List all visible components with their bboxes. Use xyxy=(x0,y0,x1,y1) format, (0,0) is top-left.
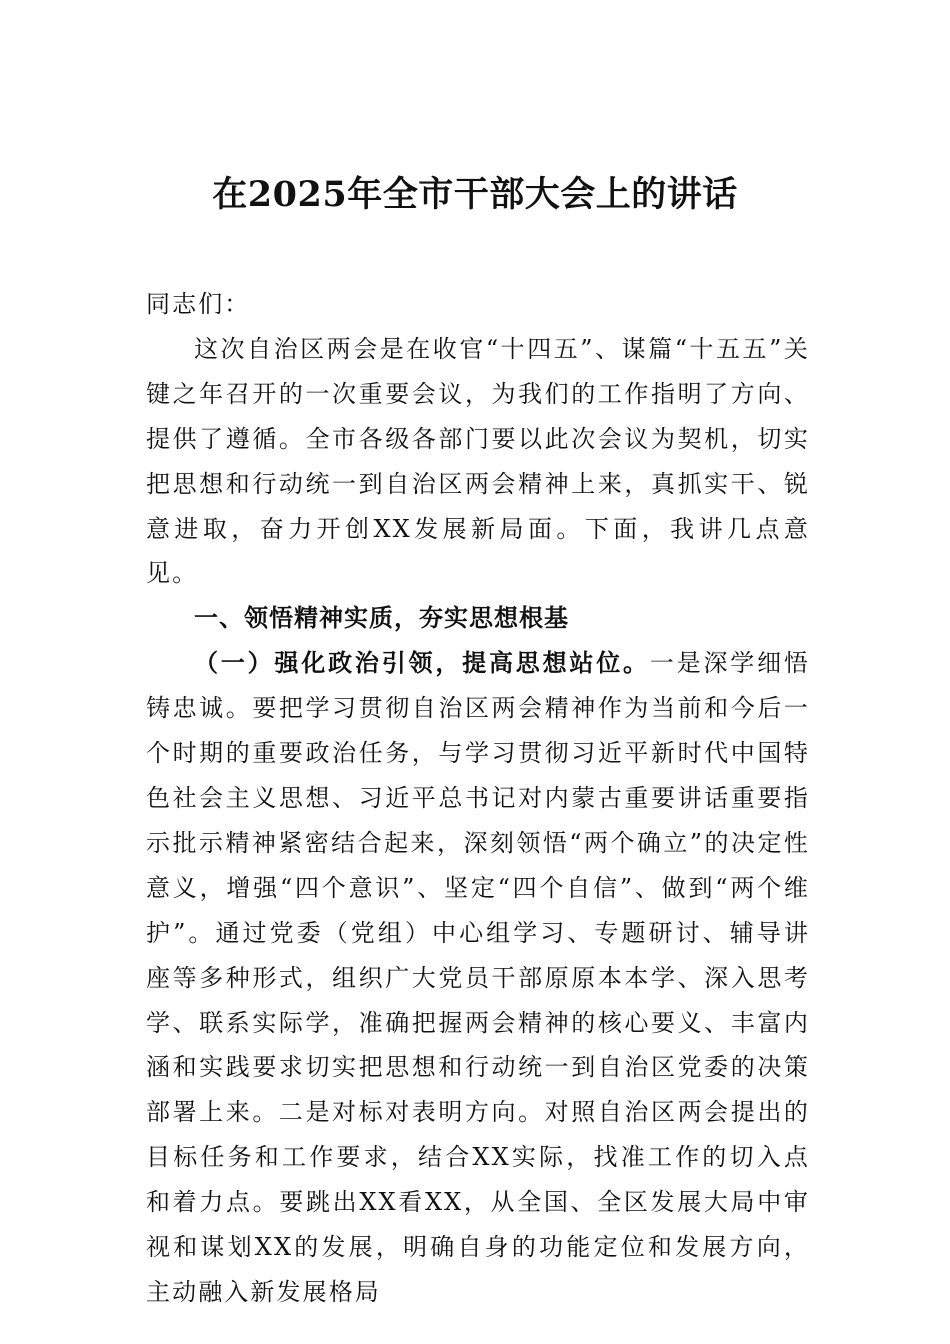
subsection-1-body: 一是深学细悟铸忠诚。要把学习贯彻自治区两会精神作为当前和今后一个时期的重要政治任务，与学习贯彻习近平新时代中国特色社会主义思想、习近平总书记对内蒙古重要讲话重要指示批示精神紧密结合起来，深刻领悟“两个确立”的决定性意义，增强“四个意识”、坚定“四个自信”、做到“两个维护”。通过党委（党组）中心组学习、专题研讨、辅导讲座等多种形式，组织广大党员干部原原本本学、深入思考学、联系实际学，准确把握两会精神的核心要义、丰富内涵和实践要求切实把思想和行动统一到自治区党委的决策部署上来。二是对标对表明方向。对照自治区两会提出的目标任务和工作要求，结合XX实际，找准工作的切入点和着力点。要跳出XX看XX，从全国、全区发展大局中审视和谋划XX的发展，明确自身的功能定位和发展方向，主动融入新发展格局 xyxy=(146,649,810,1306)
subsection-1-paragraph xyxy=(146,641,810,1315)
document-body xyxy=(146,282,810,1315)
document-title: 在2025年全市干部大会上的讲话 xyxy=(212,174,738,215)
salutation: 同志们： xyxy=(146,290,251,318)
subsection-1-heading: （一）强化政治引领，提高思想站位。 xyxy=(194,648,650,678)
section-1-heading: 一、领悟精神实质，夯实思想根基 xyxy=(194,604,569,633)
intro-paragraph: 这次自治区两会是在收官“十四五”、谋篇“十五五”关键之年召开的一次重要会议，为我们的工作指明了方向、提供了遵循。全市各级各部门要以此次会议为契机，切实把思想和行动统一到自治区两会精神上来，真抓实干、锐意进取，奋力开创XX发展新局面。下面，我讲几点意见。 xyxy=(146,334,810,588)
